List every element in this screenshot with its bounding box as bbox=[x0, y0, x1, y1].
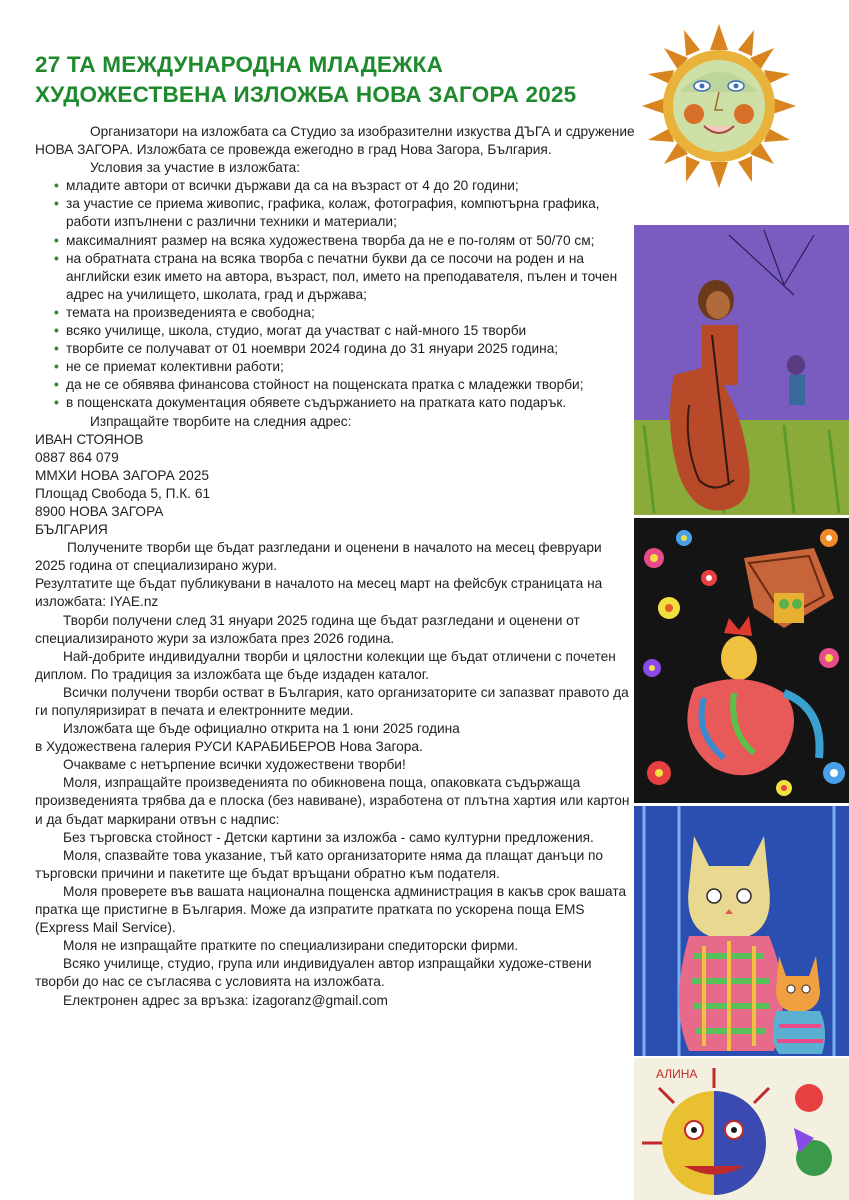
painting-rooster-flowers-image bbox=[634, 518, 849, 803]
paragraph-delivery: Моля проверете във вашата национална пощенска администрация в какъв срок вашата пратка ще пристигне в България. Може да изпратите пратката по ускорена поща EMS (Express Mail Service). bbox=[35, 883, 627, 936]
address-line: Площад Свобода 5, П.К. 61 bbox=[35, 485, 211, 501]
intro-paragraph: Организатори на изложбата са Студио за изобразителни изкуства ДЪГА и сдружение НОВА ЗАГОРА. Изложбата се провежда ежегодно в град Нова Загора, България. bbox=[35, 124, 635, 158]
paragraph-rights: Всички получени творби остват в България, като организаторите си запазват правото да ги популяризират в печата и електронните медии. bbox=[35, 684, 629, 718]
body-text bbox=[35, 123, 635, 1010]
painting-faces-image bbox=[634, 1058, 849, 1200]
list-item: • за участие се приема живопис, графика, колаж, фотография, компютърна графика, работи изпълнени с различни техники и материали; bbox=[35, 195, 635, 231]
address-line: БЪЛГАРИЯ bbox=[35, 522, 108, 538]
contact-email: Електронен адрес за връзка: izagoranz@gmail.com bbox=[63, 992, 388, 1008]
list-item: • темата на произведенията е свободна; bbox=[35, 304, 635, 322]
conditions-list bbox=[35, 177, 635, 412]
list-item: • максималният размер на всяка художествена творба да не е по-голям от 50/70 см; bbox=[35, 232, 635, 250]
paragraph-expectation: Очакваме с нетърпение всички художествени творби! bbox=[63, 757, 406, 773]
list-item: • в пощенската документация обявете съдържанието на пратката като подарък. bbox=[35, 394, 635, 412]
paragraph-no-forwarders: Моля не изпращайте пратките по специализирани спедиторски фирми. bbox=[63, 938, 519, 954]
address-line: 0887 864 079 bbox=[35, 449, 119, 465]
title-line-1: 27 ТА МЕЖДУНАРОДНА МЛАДЕЖКА bbox=[35, 52, 444, 77]
paragraph-label-text: Без търговска стойност - Детски картини за изложба - само културни предложения. bbox=[63, 829, 594, 845]
paragraph-packaging: Моля, изпращайте произведенията по обикновена поща, опаковката съдържаща произведенията трябва да е плоска (без навиване), изработена от плътна хартия или картон и да бъдат маркирани отвън с надпис: bbox=[35, 775, 630, 827]
list-item: • не се приемат колективни работи; bbox=[35, 358, 635, 376]
list-item: • младите автори от всички държави да са на възраст от 4 до 20 години; bbox=[35, 177, 635, 195]
sun-drawing-image bbox=[640, 22, 798, 190]
paragraph-results: Резултатите ще бъдат публикувани в началото на месец март на фейсбук страницата на изложбата: IYAE.nz bbox=[35, 576, 603, 610]
conditions-heading: Условия за участие в изложбата: bbox=[90, 160, 301, 176]
list-item: • на обратната страна на всяка творба с печатни букви да се посочи на роден и на английски език името на автора, възраст, пол, името на преподавателя, пълен и точен адрес на училището, школата, град и държава; bbox=[35, 250, 635, 304]
paragraph-late-works: Творби получени след 31 януари 2025 година ще бъдат разгледани и оценени от специализираното жури за изложбата през 2026 година. bbox=[35, 612, 580, 646]
send-heading: Изпращайте творбите на следния адрес: bbox=[90, 413, 352, 429]
page-title bbox=[35, 50, 615, 110]
paragraph-evaluation: Получените творби ще бъдат разгледани и оценени в началото на месец февруари 2025 година от специализирано жури. bbox=[35, 540, 602, 574]
painting-bass-player-image bbox=[634, 225, 849, 515]
paragraph-opening-date: Изложбата ще бъде официално открита на 1 юни 2025 година bbox=[63, 721, 460, 737]
address-line: ИВАН СТОЯНОВ bbox=[35, 431, 144, 447]
address-line: 8900 НОВА ЗАГОРА bbox=[35, 503, 164, 519]
mailing-address bbox=[35, 431, 635, 540]
list-item: • да не се обявява финансова стойност на пощенската пратка с младежки творби; bbox=[35, 376, 635, 394]
list-item: • всяко училище, школа, студио, могат да участват с най-много 15 творби bbox=[35, 322, 635, 340]
paragraph-gallery: в Художествена галерия РУСИ КАРАБИБЕРОВ Нова Загора. bbox=[35, 739, 423, 755]
paragraph-awards: Най-добрите индивидуални творби и цялостни колекции ще бъдат отличени с почетен диплом. По традиция за изложбата ще бъде издаден каталог. bbox=[35, 648, 616, 682]
paragraph-consent: Всяко училище, студио, група или индивидуален автор изпращайки художе-ствени творби до нас се съгласява с условията на изложбата. bbox=[35, 956, 592, 990]
address-line: ММХИ НОВА ЗАГОРА 2025 bbox=[35, 467, 209, 483]
list-item: • творбите се получават от 01 ноември 2024 година до 31 януари 2025 година; bbox=[35, 340, 635, 358]
svg-text:АЛИНА: АЛИНА bbox=[656, 1067, 698, 1081]
paragraph-customs: Моля, спазвайте това указание, тъй като организаторите няма да плащат данъци по търговски причини и пакетите ще бъдат връщани обратно към подателя. bbox=[35, 847, 604, 881]
title-line-2: ХУДОЖЕСТВЕНА ИЗЛОЖБА НОВА ЗАГОРА 2025 bbox=[35, 82, 577, 107]
painting-cats-image bbox=[634, 806, 849, 1056]
